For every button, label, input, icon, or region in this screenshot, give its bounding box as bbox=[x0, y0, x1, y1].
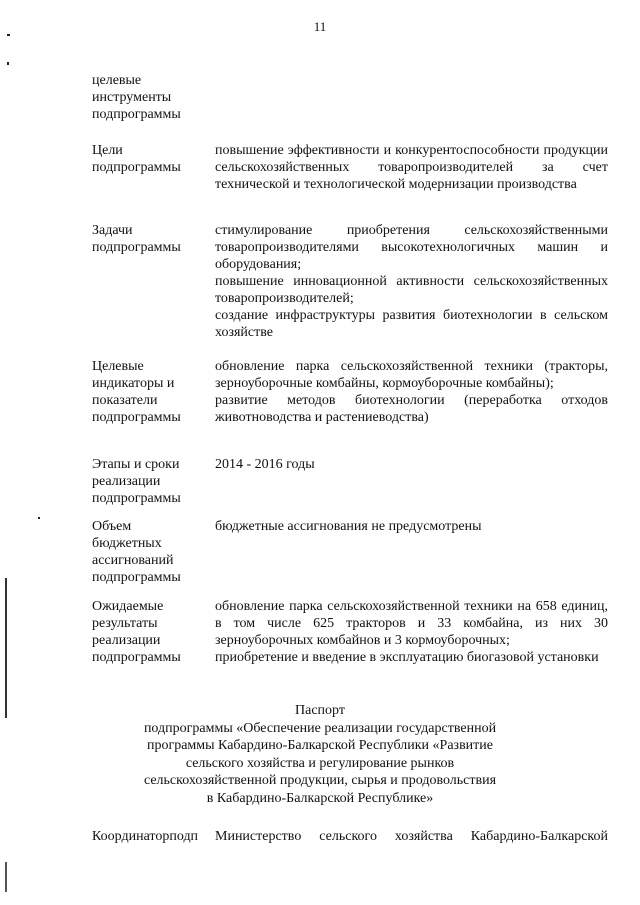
coordinator-value: Министерство сельского хозяйства Кабардино-Балкарской bbox=[215, 829, 608, 844]
row-tasks bbox=[92, 222, 608, 358]
label-line: Цели bbox=[92, 143, 123, 158]
label-line: целевые bbox=[92, 73, 142, 88]
label-line: показатели bbox=[92, 393, 158, 408]
row-label bbox=[92, 142, 215, 176]
row-label bbox=[92, 456, 215, 507]
row-label bbox=[92, 72, 215, 123]
scan-edge-line bbox=[5, 862, 7, 892]
label-line: Этапы и сроки bbox=[92, 457, 180, 472]
label-line: подпрограммы bbox=[92, 650, 181, 665]
row-value bbox=[215, 518, 608, 535]
value-paragraph: бюджетные ассигнования не предусмотрены bbox=[215, 519, 482, 534]
label-line: подпрограммы bbox=[92, 410, 181, 425]
label-line: подпрограммы bbox=[92, 570, 181, 585]
label-line: бюджетных bbox=[92, 536, 162, 551]
label-line: подпрограммы bbox=[92, 491, 181, 506]
label-line: Ожидаемые bbox=[92, 599, 164, 614]
label-line: индикаторы и bbox=[92, 376, 175, 391]
value-paragraph: 2014 - 2016 годы bbox=[215, 457, 315, 472]
scan-speck bbox=[38, 517, 40, 519]
label-line: Объем bbox=[92, 519, 132, 534]
row-value bbox=[215, 456, 608, 473]
value-paragraph: развитие методов биотехнологии (переработка отходов животноводства и растениеводства) bbox=[215, 393, 608, 425]
label-line: реализации bbox=[92, 474, 161, 489]
row-value bbox=[215, 222, 608, 341]
label-line: реализации bbox=[92, 633, 161, 648]
label-line: Задачи bbox=[92, 223, 133, 238]
row-stages-and-terms bbox=[92, 456, 608, 518]
row-label bbox=[92, 518, 215, 586]
row-label bbox=[92, 222, 215, 256]
value-paragraph: повышение инновационной активности сельскохозяйственных товаропроизводителей; bbox=[215, 274, 608, 306]
value-paragraph: повышение эффективности и конкурентоспособности продукции сельскохозяйственных товаропроизводителей за счет технической и технологической модернизации производства bbox=[215, 143, 608, 192]
scan-edge-line bbox=[5, 578, 7, 718]
row-label bbox=[92, 598, 215, 666]
value-paragraph: создание инфраструктуры развития биотехнологии в сельском хозяйстве bbox=[215, 308, 608, 340]
label-line: подпрограммы bbox=[92, 107, 181, 122]
row-coordinator bbox=[92, 828, 608, 845]
value-paragraph: обновление парка сельскохозяйственной техники (тракторы, зерноуборочные комбайны, кормоуборочные комбайны); bbox=[215, 359, 608, 391]
row-label bbox=[92, 358, 215, 426]
value-paragraph: стимулирование приобретения сельскохозяйственными товаропроизводителями высокотехнологичных машин и оборудования; bbox=[215, 223, 608, 272]
row-value bbox=[215, 358, 608, 426]
label-line: результаты bbox=[92, 616, 158, 631]
passport-title-line: в Кабардино-Балкарской Республике» bbox=[206, 790, 434, 806]
passport-title-line: сельскохозяйственной продукции, сырья и продовольствия bbox=[143, 773, 497, 788]
passport-title-line: сельского хозяйства и регулирование рынков bbox=[185, 755, 455, 771]
row-indicators bbox=[92, 358, 608, 456]
value-paragraph: приобретение и введение в эксплуатацию биогазовой установки bbox=[215, 650, 599, 665]
row-value bbox=[215, 142, 608, 193]
label-line: Целевые bbox=[92, 359, 144, 374]
label-line: подпрограммы bbox=[92, 160, 181, 175]
subprogram-passport-table bbox=[92, 72, 608, 688]
passport-title-line: подпрограммы «Обеспечение реализации государственной bbox=[143, 720, 497, 736]
page-number: 11 bbox=[313, 19, 327, 34]
scan-speck bbox=[7, 62, 9, 65]
passport-title-block bbox=[0, 702, 640, 807]
passport-heading: Паспорт bbox=[295, 703, 345, 718]
label-line: инструменты bbox=[92, 90, 172, 105]
label-line: ассигнований bbox=[92, 553, 174, 568]
scan-speck bbox=[7, 34, 10, 36]
label-line: подпрограммы bbox=[92, 240, 181, 255]
row-expected-results bbox=[92, 598, 608, 688]
passport-title-line: программы Кабардино-Балкарской Республики «Развитие bbox=[146, 738, 493, 753]
row-goals bbox=[92, 142, 608, 222]
value-paragraph: обновление парка сельскохозяйственной техники на 658 единиц, в том числе 625 тракторов и 33 комбайна, из них 30 зерноуборочных комбайнов и 3 кормоуборочных; bbox=[215, 599, 608, 648]
row-target-instruments bbox=[92, 72, 608, 142]
row-value bbox=[215, 598, 608, 666]
row-budget bbox=[92, 518, 608, 598]
coordinator-label: Координаторподп bbox=[92, 829, 199, 844]
